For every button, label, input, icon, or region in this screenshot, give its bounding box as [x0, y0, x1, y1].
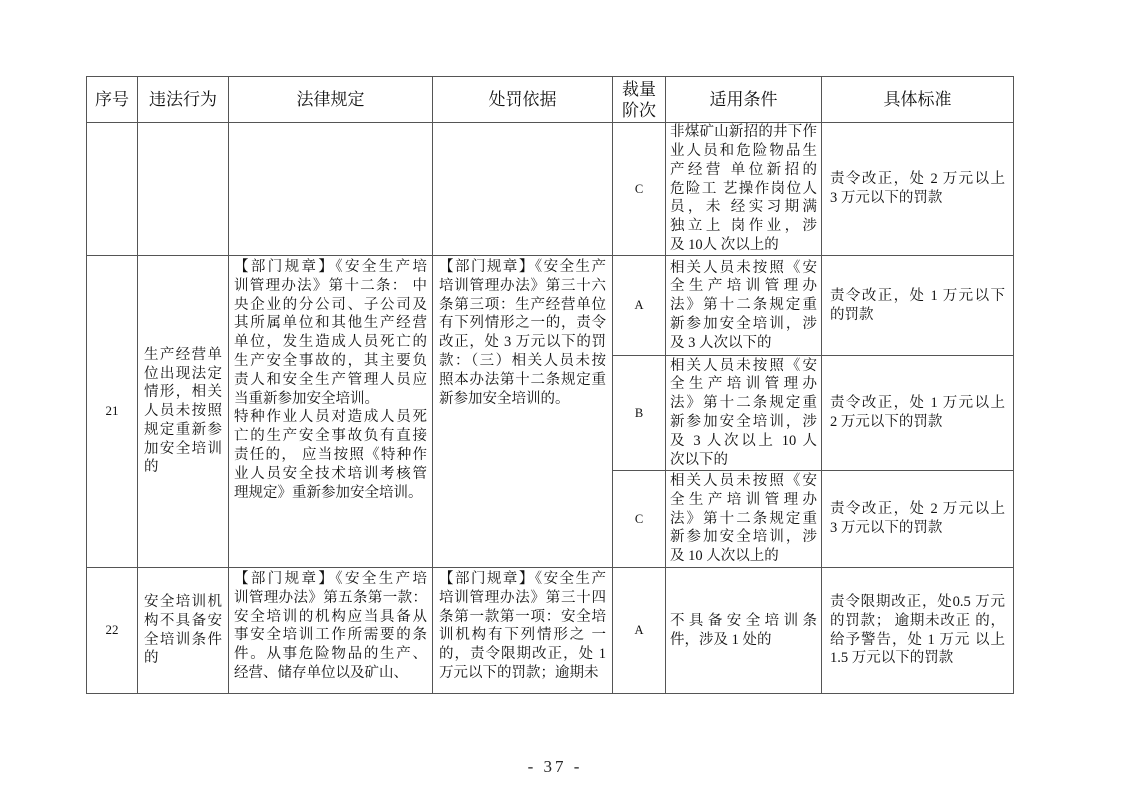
header-level — [613, 77, 666, 123]
text-line: 培训管理办法》第三十六 — [439, 277, 606, 294]
text-line: 训管理办法》第十二条： 中 — [234, 277, 427, 294]
level-cell: B — [613, 356, 666, 471]
basis-cell — [433, 123, 613, 256]
header-violation: 违法行为 — [138, 77, 229, 123]
text-line: 员，未 经实习期满 — [670, 199, 817, 216]
text-line: 事安全培训工作所需要的条 — [234, 627, 427, 644]
text-line: 及 10人 次以上的 — [670, 236, 779, 253]
standard-cell — [822, 471, 1014, 568]
table-row — [87, 123, 1014, 256]
seq-cell: 21 — [87, 256, 138, 568]
text-line: 款：（三）相关人员未按 — [439, 352, 606, 369]
text-line: 其所属单位和其他生产经营 — [234, 315, 427, 332]
text-line: 给予警告，处 1 万元 以上 — [830, 631, 1005, 648]
text-line: 生产经营单 — [144, 346, 222, 363]
text-line: 2 万元以下的罚款 — [830, 414, 943, 430]
text-line: 央企业的分公司、子公司及 — [234, 296, 427, 313]
text-line: 法》第十二条规定重 — [670, 395, 817, 412]
text-line: 特种作业人员对造成人员死 — [234, 409, 427, 426]
text-line: 3 万元以下的罚款 — [830, 520, 943, 536]
text-line: 新参加安全培训，涉 — [670, 529, 817, 546]
text-line: 新参加安全培训，涉 — [670, 414, 817, 430]
law-cell — [229, 568, 433, 694]
text-line: 非煤矿山新招的井下作 — [670, 124, 817, 141]
text-line: 经营、储存单位以及矿山、 — [234, 664, 408, 681]
text-line: 独立上 岗作业，涉 — [670, 218, 817, 235]
text-line: 阶次 — [622, 100, 656, 120]
text-line: 及 10 人次以上的 — [670, 548, 779, 565]
penalty-discretion-table — [86, 76, 1014, 694]
standard-cell — [822, 256, 1014, 356]
text-line: 全生产培训管理办 — [670, 491, 817, 508]
violation-cell — [138, 256, 229, 568]
text-line: 责令限期改正，处0.5 万元 — [830, 593, 1005, 610]
text-line: 安全培训机 — [144, 593, 222, 610]
law-cell — [229, 123, 433, 256]
text-line: 业人员和危险物品生 — [670, 143, 817, 159]
text-line: 构不具备安 — [144, 612, 222, 629]
text-line: 不具备安全培训条 — [670, 612, 817, 629]
text-line: 训机构有下列情形之 一 — [439, 627, 606, 644]
text-line: 安全培训的机构应当具备从 — [234, 608, 427, 625]
text-line: 及 3 人次以下的 — [670, 334, 772, 351]
text-line: 1.5 万元以下的罚款 — [830, 650, 954, 667]
text-line: 理规定》重新参加安全培训。 — [234, 484, 423, 501]
text-line: 的 — [144, 650, 159, 667]
text-line: 的罚款； 逾期未改正 的， — [830, 612, 1005, 629]
basis-cell — [433, 256, 613, 568]
text-line: 裁量 — [622, 79, 656, 99]
text-line: 的罚款 — [830, 306, 874, 323]
text-line: 条第一款第一项：安全培 — [439, 608, 606, 625]
condition-cell — [666, 356, 822, 471]
text-line: 产经营 单位新招的 — [670, 161, 817, 178]
text-line: 相关人员未按照《安 — [670, 259, 817, 276]
text-line: 责令改正，处 1 万元以下 — [830, 287, 1005, 304]
text-line: 危险工 艺操作岗位人 — [670, 180, 817, 197]
text-line: 责令改正，处 1 万元以上 — [830, 395, 1005, 412]
text-line: 【部门规章】《安全生产培 — [234, 571, 427, 587]
condition-cell — [666, 256, 822, 356]
text-line: 人员未按照 — [144, 403, 222, 420]
level-cell: C — [613, 471, 666, 568]
text-line: 责令改正，处 2 万元以上 — [830, 501, 1005, 518]
text-line: 全生产培训管理办 — [670, 278, 817, 295]
text-line: 相关人员未按照《安 — [670, 357, 817, 374]
text-line: 【部门规章】《安全生产培 — [234, 259, 427, 275]
text-line: 新参加安全培训，涉 — [670, 315, 817, 332]
text-line: 情形，相关 — [144, 384, 222, 401]
header-seq: 序号 — [87, 77, 138, 123]
text-line: 的 — [144, 459, 159, 476]
text-line: 责人和安全生产管理人员应 — [234, 371, 427, 388]
text-line: 及 3 人次以上 10 人 — [670, 432, 817, 449]
level-cell: A — [613, 568, 666, 694]
standard-cell — [822, 568, 1014, 694]
violation-cell — [138, 123, 229, 256]
text-line: 规定重新参 — [144, 421, 222, 438]
header-law: 法律规定 — [229, 77, 433, 123]
text-line: 法》第十二条规定重 — [670, 297, 817, 314]
text-line: 法》第十二条规定重 — [670, 510, 817, 527]
standard-cell — [822, 123, 1014, 256]
page-number: - 37 - — [527, 757, 583, 776]
text-line: 生产安全事故的，其主要负 — [234, 352, 427, 369]
law-cell — [229, 256, 433, 568]
text-line: 新参加安全培训的。 — [439, 390, 570, 407]
text-line: 改正，处 3 万元以下的罚 — [439, 334, 606, 351]
text-line: 位出现法定 — [144, 365, 222, 382]
condition-cell — [666, 123, 822, 256]
text-line: 责任的， 应当按照《特种作 — [234, 446, 427, 463]
standard-cell — [822, 356, 1014, 471]
header-standard: 具体标准 — [822, 77, 1014, 123]
text-line: 有下列情形之一的，责令 — [439, 315, 606, 332]
text-line: 万元以下的罚款；逾期未 — [439, 664, 599, 681]
violation-cell — [138, 568, 229, 694]
text-line: 单位，发生造成人员死亡的 — [234, 334, 427, 351]
text-line: 条第三项：生产经营单位 — [439, 296, 606, 313]
text-line: 相关人员未按照《安 — [670, 473, 817, 489]
text-line: 当重新参加安全培训。 — [234, 390, 379, 407]
text-line: 次以下的 — [670, 451, 728, 468]
condition-cell — [666, 471, 822, 568]
text-line: 的，责令限期改正，处 1 — [439, 646, 606, 663]
text-line: 加安全培训 — [144, 440, 222, 457]
text-line: 责令改正，处 2 万元以上 — [830, 171, 1005, 188]
seq-cell — [87, 123, 138, 256]
text-line: 业人员安全技术培训考核管 — [234, 465, 427, 482]
table-row — [87, 568, 1014, 694]
level-cell: A — [613, 256, 666, 356]
text-line: 培训管理办法》第三十四 — [439, 589, 606, 606]
header-basis: 处罚依据 — [433, 77, 613, 123]
text-line: 全培训条件 — [144, 631, 222, 648]
text-line: 3 万元以下的罚款 — [830, 190, 943, 206]
text-line: 全生产培训管理办 — [670, 376, 817, 393]
text-line: 【部门规章】《安全生产 — [439, 571, 606, 587]
header-condition: 适用条件 — [666, 77, 822, 123]
text-line: 亡的生产安全事故负有直接 — [234, 428, 427, 445]
text-line: 【部门规章】《安全生产 — [439, 259, 606, 275]
text-line: 件。从事危险物品的生产、 — [234, 646, 427, 663]
basis-cell — [433, 568, 613, 694]
text-line: 照本办法第十二条规定重 — [439, 371, 606, 388]
table-header-row — [87, 77, 1014, 123]
text-line: 训管理办法》第五条第一款： — [234, 589, 427, 606]
seq-cell: 22 — [87, 568, 138, 694]
condition-cell — [666, 568, 822, 694]
table-row — [87, 256, 1014, 356]
level-cell: C — [613, 123, 666, 256]
text-line: 件，涉及 1 处的 — [670, 631, 772, 648]
